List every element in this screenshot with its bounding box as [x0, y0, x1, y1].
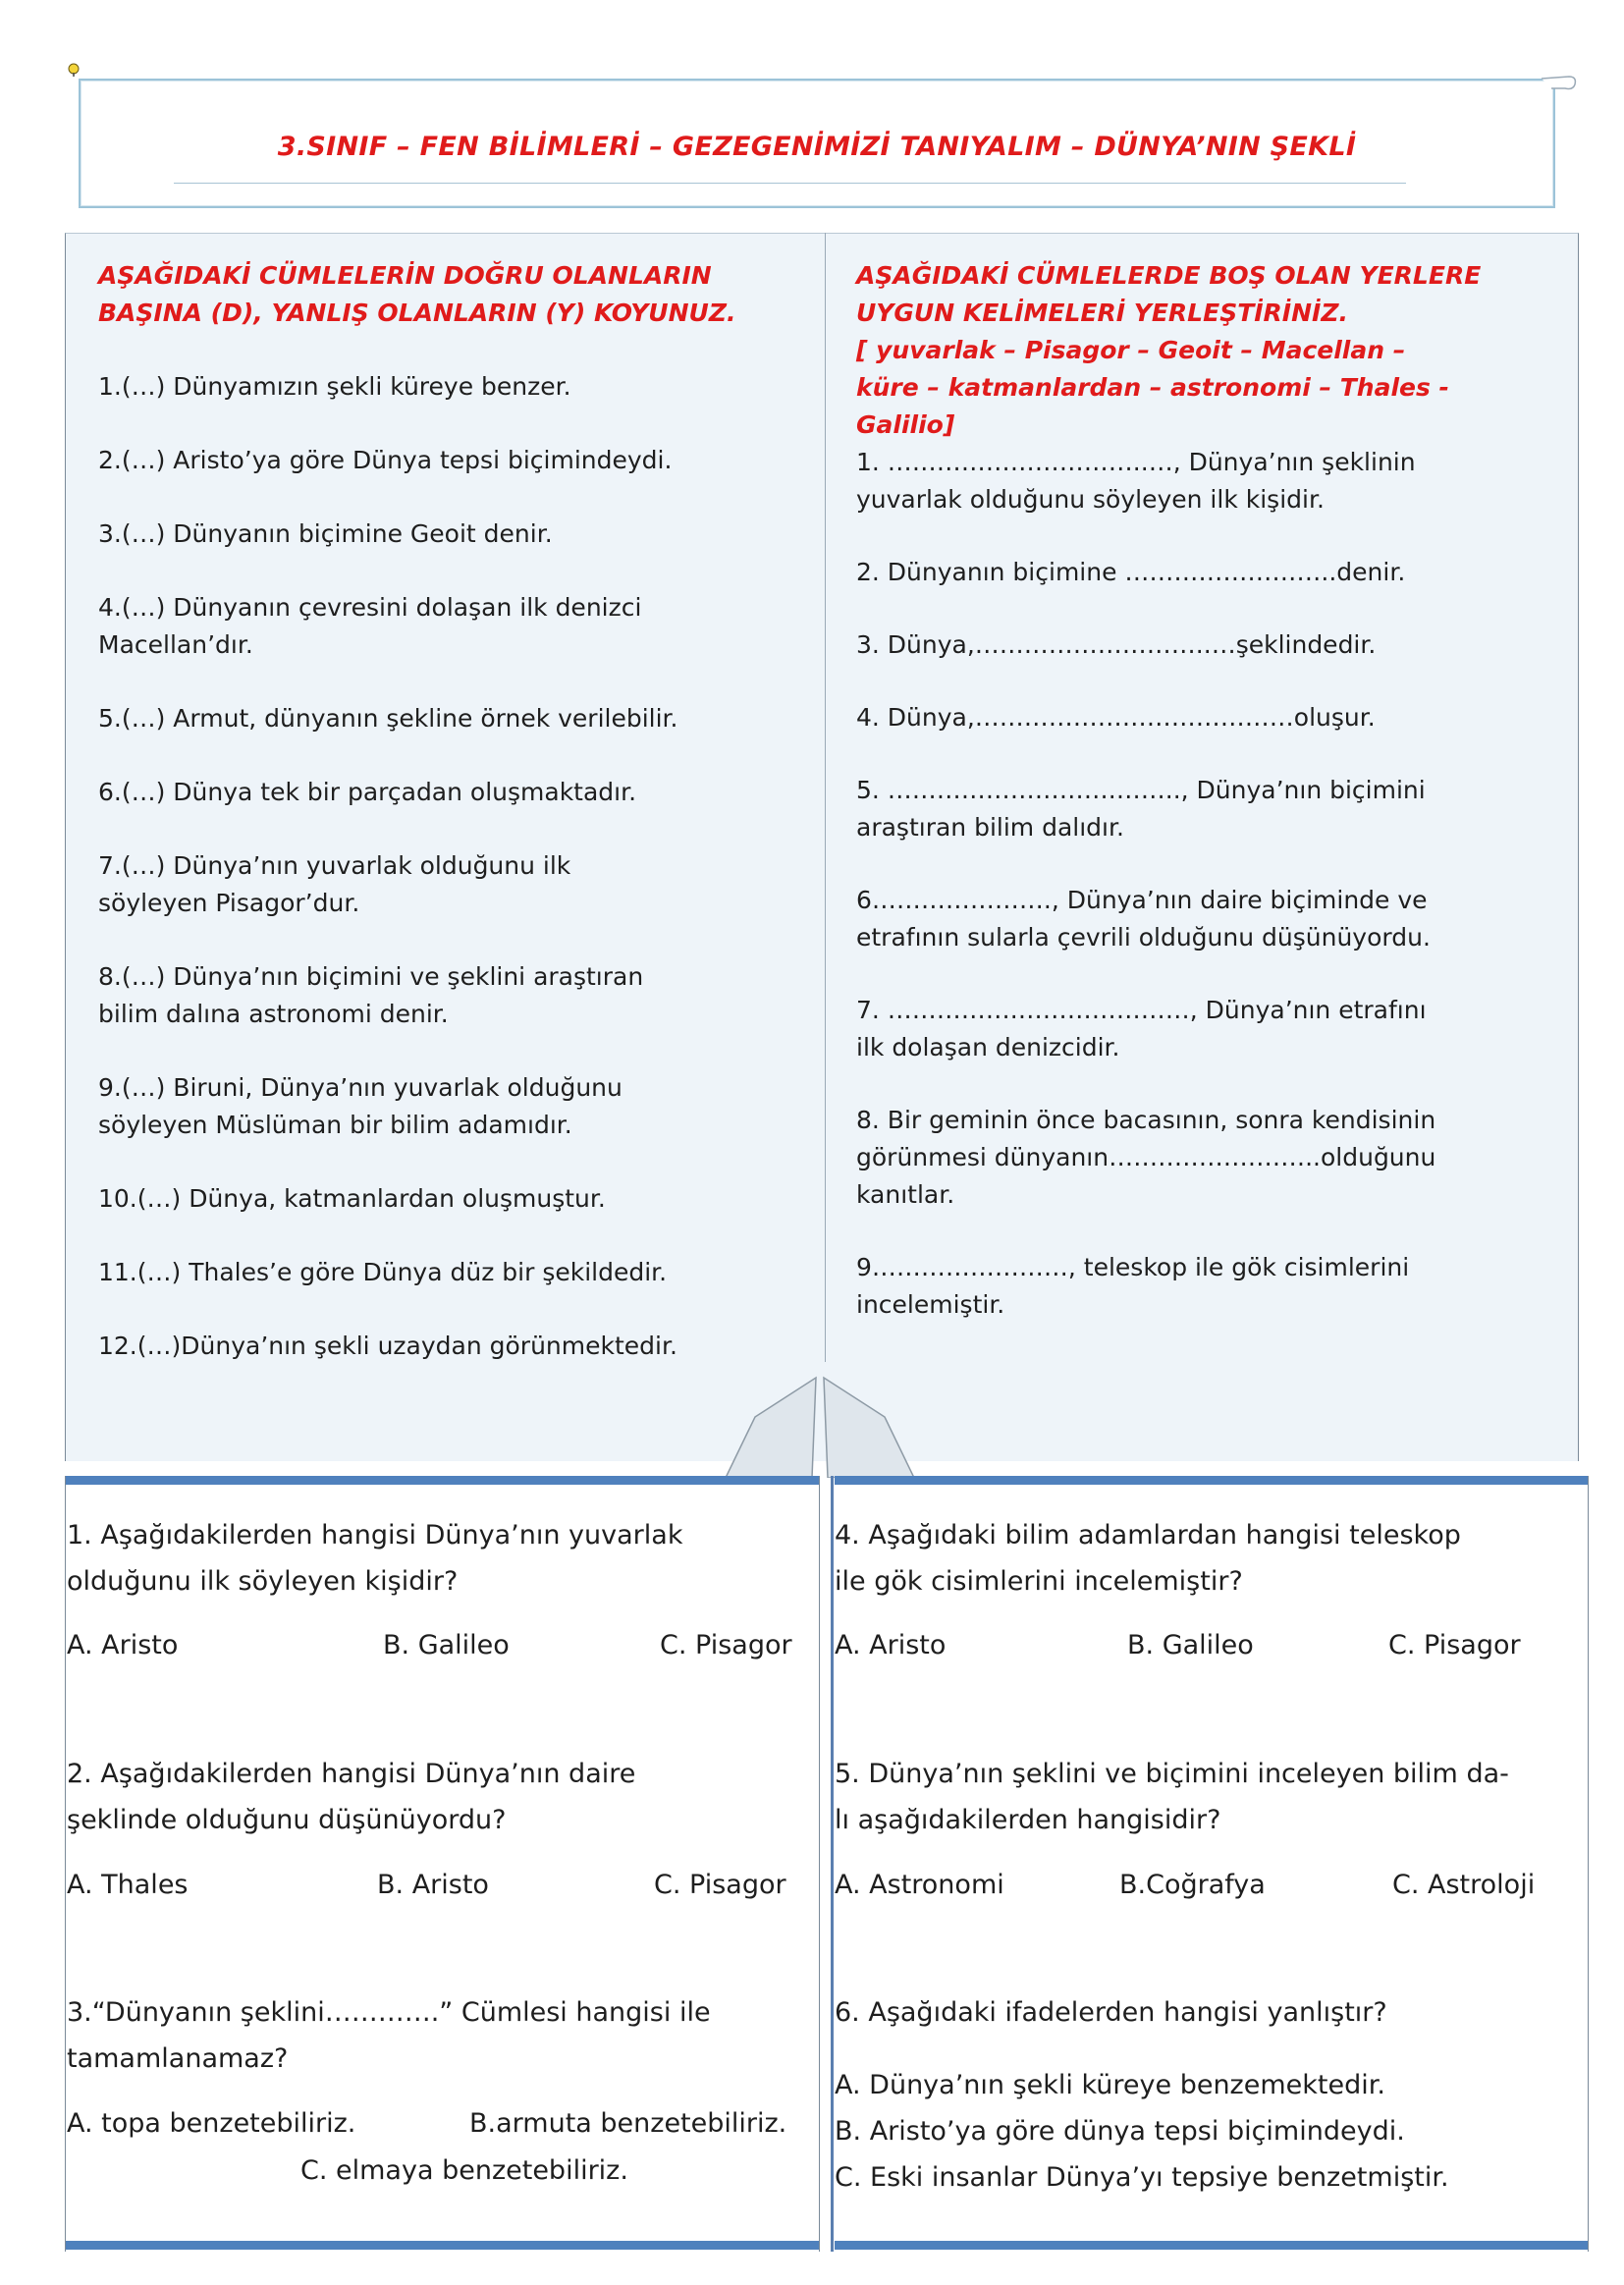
fb-item-5: 5. ……………………….…….., Dünya’nın biçimini araştıran bilim dalıdır.: [856, 776, 1426, 842]
q3-option-b[interactable]: B.armuta benzetebiliriz.: [469, 2108, 787, 2139]
question-6: [835, 1989, 1581, 2036]
fb-item-7: 7. …………….…………………, Dünya’nın etrafını ilk dolaşan denizcidir.: [856, 996, 1427, 1061]
q1-option-a[interactable]: A. Aristo: [67, 1630, 179, 1660]
q6-option-b[interactable]: B. Aristo’ya göre dünya tepsi biçimindeydi.: [835, 2116, 1405, 2147]
quiz-column-divider: [831, 1476, 834, 2252]
q1-option-c[interactable]: C. Pisagor: [660, 1630, 792, 1660]
tf-item-11: 11.(…) Thales’e göre Dünya düz bir şekildedir.: [98, 1258, 668, 1286]
question-5-stem: 5. Dünya’nın şeklini ve biçimini inceleyen bilim da- lı aşağıdakilerden hangisidir?: [835, 1759, 1509, 1835]
page-title: 3.SINIF – FEN BİLİMLERİ – GEZEGENİMİZİ TANIYALIM – DÜNYA’NIN ŞEKLİ: [277, 132, 1357, 162]
q5-option-a[interactable]: A. Astronomi: [835, 1870, 1004, 1900]
fb-item-6: 6…………………., Dünya’nın daire biçiminde ve etrafının sularla çevrili olduğunu düşünüyordu.: [856, 886, 1431, 952]
title-underline: [174, 183, 1406, 184]
fb-item-8: 8. Bir geminin önce bacasının, sonra kendisinin görünmesi dünyanın……………………..olduğunu kanıtlar.: [856, 1106, 1436, 1209]
quiz-border-left: [65, 1476, 66, 2252]
q3-option-c[interactable]: C. elmaya benzetebiliriz.: [300, 2155, 628, 2186]
fb-item-9: 9……………………, teleskop ile gök cisimlerini incelemiştir.: [856, 1253, 1410, 1319]
tf-item-6: 6.(…) Dünya tek bir parçadan oluşmaktadır.: [98, 778, 637, 806]
pin-icon: [67, 63, 81, 77]
question-3: [67, 1989, 813, 2082]
tf-item-8: 8.(…) Dünya’nın biçimini ve şeklini araştıran bilim dalına astronomi denir.: [98, 962, 644, 1028]
tf-item-7: 7.(…) Dünya’nın yuvarlak olduğunu ilk söyleyen Pisagor’dur.: [98, 851, 571, 917]
question-4: [835, 1512, 1581, 1605]
fb-item-3: 3. Dünya,………………………..…şeklindedir.: [856, 630, 1377, 659]
quiz-top-bar-left: [65, 1476, 819, 1485]
tf-item-1: 1.(…) Dünyamızın şekli küreye benzer.: [98, 372, 571, 401]
q2-option-b[interactable]: B. Aristo: [377, 1870, 489, 1900]
tf-item-12: 12.(…)Dünya’nın şekli uzaydan görünmektedir.: [98, 1332, 677, 1360]
question-4-stem: 4. Aşağıdaki bilim adamlardan hangisi teleskop ile gök cisimlerini incelemiştir?: [835, 1520, 1461, 1597]
question-2-stem: 2. Aşağıdakilerden hangisi Dünya’nın daire şeklinde olduğunu düşünüyordu?: [67, 1759, 636, 1835]
q6-option-a[interactable]: A. Dünya’nın şekli küreye benzemektedir.: [835, 2070, 1385, 2100]
question-1-stem: 1. Aşağıdakilerden hangisi Dünya’nın yuvarlak olduğunu ilk söyleyen kişidir?: [67, 1520, 683, 1597]
tf-item-2: 2.(…) Aristo’ya göre Dünya tepsi biçimindeydi.: [98, 446, 673, 474]
callout-pointer: [722, 1370, 918, 1478]
q2-option-c[interactable]: C. Pisagor: [654, 1870, 786, 1900]
fb-item-2: 2. Dünyanın biçimine ……………………..denir.: [856, 558, 1406, 586]
fb-item-4: 4. Dünya,…………………………………oluşur.: [856, 703, 1376, 732]
tf-item-9: 9.(…) Biruni, Dünya’nın yuvarlak olduğunu söyleyen Müslüman bir bilim adamıdır.: [98, 1073, 623, 1139]
q4-option-b[interactable]: B. Galileo: [1127, 1630, 1254, 1660]
q6-option-c[interactable]: C. Eski insanlar Dünya’yı tepsiye benzetmiştir.: [835, 2162, 1449, 2193]
quiz-border-right: [1588, 1476, 1589, 2252]
true-false-instruction: AŞAĞIDAKİ CÜMLELERİN DOĞRU OLANLARIN BAŞINA (D), YANLIŞ OLANLARIN (Y) KOYUNUZ.: [98, 261, 736, 327]
q4-option-c[interactable]: C. Pisagor: [1388, 1630, 1521, 1660]
q2-option-a[interactable]: A. Thales: [67, 1870, 189, 1900]
header-banner: [79, 79, 1555, 208]
question-2: [67, 1751, 813, 1843]
tf-item-10: 10.(…) Dünya, katmanlardan oluşmuştur.: [98, 1184, 606, 1213]
page-curl-icon: [1540, 75, 1579, 104]
question-3-stem: 3.“Dünyanın şeklini………….” Cümlesi hangisi ile tamamlanamaz?: [67, 1997, 711, 2074]
q1-option-b[interactable]: B. Galileo: [383, 1630, 510, 1660]
quiz-bottom-bar-right: [835, 2241, 1588, 2250]
fb-item-1: 1. …………………………..…, Dünya’nın şeklinin yuvarlak olduğunu söyleyen ilk kişidir.: [856, 448, 1416, 514]
true-false-section: [98, 257, 805, 1365]
tf-item-5: 5.(…) Armut, dünyanın şekline örnek verilebilir.: [98, 704, 678, 733]
q3-option-a[interactable]: A. topa benzetebiliriz.: [67, 2108, 356, 2139]
tf-item-3: 3.(…) Dünyanın biçimine Geoit denir.: [98, 519, 553, 548]
fill-blank-section: [856, 257, 1563, 1324]
panel-divider: [825, 233, 826, 1362]
fill-blank-instruction: AŞAĞIDAKİ CÜMLELERDE BOŞ OLAN YERLERE UYGUN KELİMELERİ YERLEŞTİRİNİZ. [ yuvarlak – Pisagor – Geoit – Macellan – küre – katmanlardan – astronomi – Thales - Galilio]: [856, 261, 1482, 439]
q5-option-c[interactable]: C. Astroloji: [1392, 1870, 1536, 1900]
q4-option-a[interactable]: A. Aristo: [835, 1630, 947, 1660]
tf-item-4: 4.(…) Dünyanın çevresini dolaşan ilk denizci Macellan’dır.: [98, 593, 642, 659]
quiz-inner-border: [819, 1476, 820, 2252]
quiz-top-bar-right: [835, 1476, 1588, 1485]
question-6-stem: 6. Aşağıdaki ifadelerden hangisi yanlıştır?: [835, 1997, 1387, 2028]
question-5: [835, 1751, 1586, 1843]
quiz-bottom-bar-left: [65, 2241, 819, 2250]
q5-option-b[interactable]: B.Coğrafya: [1119, 1870, 1266, 1900]
question-1: [67, 1512, 813, 1605]
